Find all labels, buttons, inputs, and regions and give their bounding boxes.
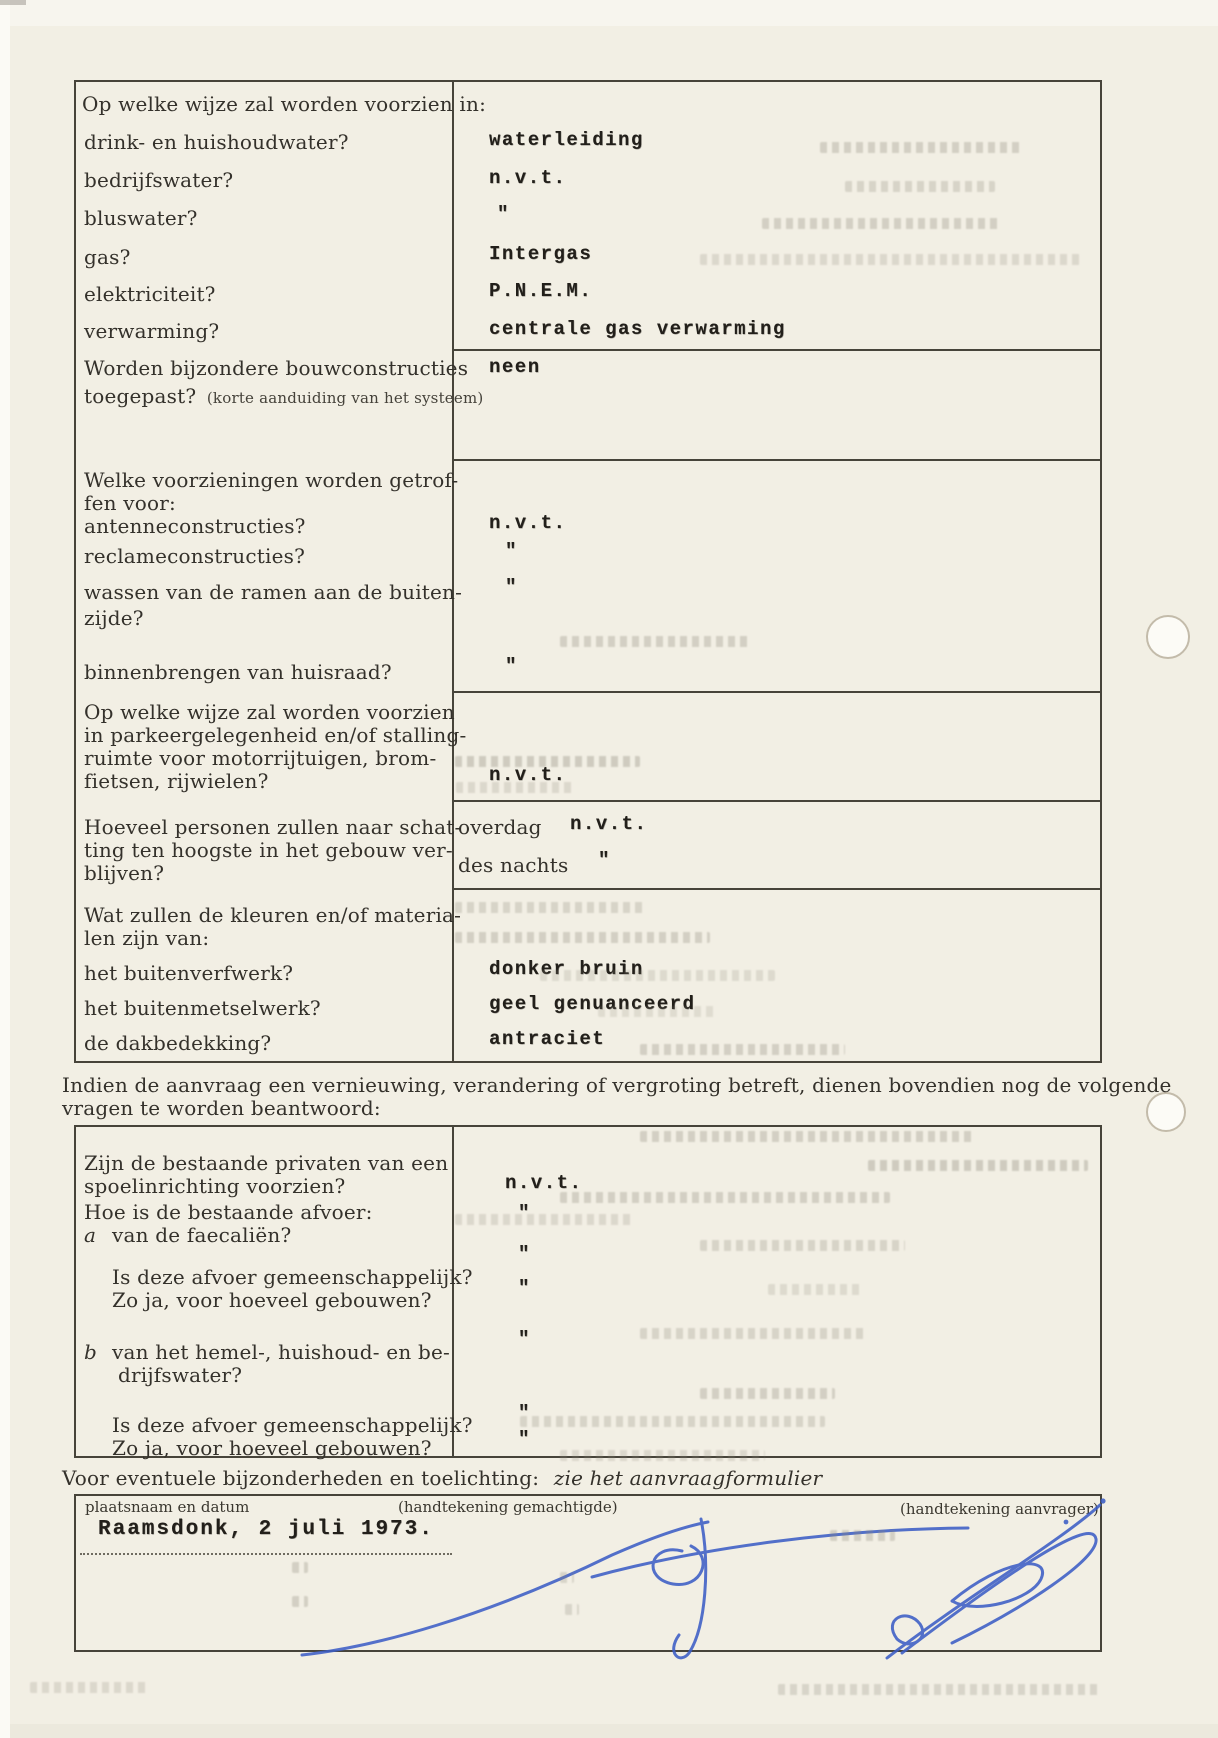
answer-parkeer: n.v.t. [489, 764, 567, 786]
bleedthrough-smudge [565, 1604, 579, 1615]
question-gas: gas? [84, 245, 131, 269]
bleedthrough-smudge [560, 1572, 574, 1583]
signature-applicant [887, 1498, 1106, 1658]
answer-verwarming: centrale gas verwarming [489, 318, 786, 340]
bleedthrough-smudge [560, 636, 750, 647]
bleedthrough-smudge [456, 782, 576, 793]
bleedthrough-smudge [598, 1006, 718, 1017]
table1-rule-1 [452, 349, 1102, 351]
table1-rule-3 [452, 691, 1102, 693]
footer-note [62, 1466, 822, 1490]
renewal-paragraph-line2: vragen te worden beantwoord: [62, 1096, 381, 1120]
bleedthrough-smudge [845, 181, 995, 192]
question-faecalien: van de faecaliën? [112, 1223, 292, 1247]
label-des-nachts: des nachts [458, 853, 569, 877]
hole-punch-bottom [1146, 1092, 1186, 1132]
question-bouwconstructies-line2 [84, 384, 483, 408]
answer-antenneconstructies: n.v.t. [489, 512, 567, 534]
question-bluswater: bluswater? [84, 206, 198, 230]
answer-huisraad-ditto: " [505, 655, 518, 677]
answer-des-nachts-ditto: " [598, 849, 611, 871]
question-personen-line3: blijven? [84, 861, 165, 885]
answer-privaten: n.v.t. [505, 1172, 583, 1194]
bleedthrough-smudge [868, 1160, 1088, 1171]
table1-rule-5 [452, 888, 1102, 890]
bleedthrough-smudge [700, 254, 1080, 265]
question-faecalien-marker: a [84, 1223, 97, 1247]
question-hemelwater-line1: van het hemel-, huishoud- en be- [112, 1340, 450, 1364]
question-parkeer-line4: fietsen, rijwielen? [84, 769, 269, 793]
answer-drinkwater: waterleiding [489, 129, 644, 151]
bleedthrough-smudge [30, 1682, 150, 1693]
bleedthrough-smudge [560, 1450, 765, 1461]
table2-column-divider [452, 1125, 454, 1458]
answer-hemelwater-ditto: " [518, 1328, 531, 1350]
answer-gas: Intergas [489, 243, 593, 265]
question-parkeer-line1: Op welke wijze zal worden voorzien [84, 700, 455, 724]
answer-afvoer-ditto: " [518, 1202, 531, 1224]
question-hemelwater-marker: b [84, 1340, 98, 1364]
question-gemeenschappelijk2-line1: Is deze afvoer gemeenschappelijk? [112, 1413, 473, 1437]
footer-note-normal: Voor eventuele bijzonderheden en toelichting: [62, 1466, 540, 1490]
question-drinkwater: drink- en huishoudwater? [84, 130, 349, 154]
answer-bouwconstructies: neen [489, 356, 541, 378]
typed-place-date: Raamsdonk, 2 juli 1973. [98, 1518, 434, 1541]
bleedthrough-smudge [778, 1684, 1098, 1695]
bleedthrough-smudge [640, 1044, 845, 1055]
bleedthrough-smudge [700, 1388, 835, 1399]
signatures-ink [280, 1495, 1110, 1660]
question-ramen-wassen-line1: wassen van de ramen aan de buiten- [84, 580, 463, 604]
hole-punch-top [1146, 615, 1190, 659]
bleedthrough-smudge [520, 1416, 825, 1427]
bleedthrough-smudge [455, 902, 645, 913]
question-antenneconstructies: antenneconstructies? [84, 514, 306, 538]
table1-rule-4 [452, 800, 1102, 802]
bleedthrough-smudge [560, 1192, 890, 1203]
answer-bluswater-ditto: " [497, 203, 510, 225]
footer-note-italic: zie het aanvraagformulier [553, 1466, 823, 1490]
answer-buitenmetselwerk: geel genuanceerd [489, 993, 696, 1015]
scan-edge-mark [0, 0, 26, 5]
question-parkeer-line2: in parkeergelegenheid en/of stalling- [84, 723, 467, 747]
answer-overdag: n.v.t. [570, 813, 648, 835]
bleedthrough-smudge [292, 1596, 308, 1607]
question-bedrijfswater: bedrijfswater? [84, 168, 234, 192]
question-buitenverfwerk: het buitenverfwerk? [84, 961, 294, 985]
bleedthrough-smudge [700, 1240, 905, 1251]
label-plaatsnaam-datum: plaatsnaam en datum [85, 1498, 250, 1516]
question-privaten-line2: spoelinrichting voorzien? [84, 1174, 346, 1198]
question-personen-line2: ting ten hoogste in het gebouw ver- [84, 838, 453, 862]
question-parkeer-line3: ruimte voor motorrijtuigen, brom- [84, 746, 437, 770]
bleedthrough-smudge [455, 756, 640, 767]
question-reclameconstructies: reclameconstructies? [84, 544, 306, 568]
answer-bedrijfswater: n.v.t. [489, 167, 567, 189]
answer-ramen-wassen-ditto: " [505, 576, 518, 598]
question-bouwconstructies-line2-text: toegepast? [84, 384, 197, 408]
bleedthrough-smudge [768, 1284, 863, 1295]
answer-elektriciteit: P.N.E.M. [489, 280, 593, 302]
question-personen-line1: Hoeveel personen zullen naar schat- [84, 815, 462, 839]
label-handtekening-aanvrager: (handtekening aanvrager) [900, 1500, 1099, 1518]
question-hemelwater-line2: drijfswater? [118, 1363, 243, 1387]
renewal-paragraph-line1: Indien de aanvraag een vernieuwing, verandering of vergroting betreft, dienen bovendien nog de volgende [62, 1073, 1172, 1097]
answer-gemeenschappelijk2-ditto-top: " [518, 1402, 531, 1424]
bleedthrough-smudge [830, 1530, 895, 1541]
label-overdag: overdag [458, 815, 542, 839]
question-dakbedekking: de dakbedekking? [84, 1031, 272, 1055]
question-kleuren-line2: len zijn van: [84, 926, 210, 950]
question-bouwconstructies-line1: Worden bijzondere bouwconstructies [84, 356, 469, 380]
question-gemeenschappelijk1-line2: Zo ja, voor hoeveel gebouwen? [112, 1288, 432, 1312]
bleedthrough-smudge [762, 218, 1002, 229]
table1-rule-2 [452, 459, 1102, 461]
answer-dakbedekking: antraciet [489, 1028, 606, 1050]
bleedthrough-smudge [455, 932, 710, 943]
question-buitenmetselwerk: het buitenmetselwerk? [84, 996, 321, 1020]
question-verwarming: verwarming? [84, 319, 220, 343]
bleedthrough-smudge [455, 1214, 635, 1225]
bleedthrough-smudge [640, 1131, 975, 1142]
label-handtekening-gemachtigde: (handtekening gemachtigde) [398, 1498, 618, 1516]
question-voorzieningen-line2: fen voor: [84, 491, 176, 515]
answer-gemeenschappelijk1-ditto: " [518, 1277, 531, 1299]
question-ramen-wassen-line2: zijde? [84, 606, 144, 630]
question-gemeenschappelijk1-line1: Is deze afvoer gemeenschappelijk? [112, 1265, 473, 1289]
bleedthrough-smudge [292, 1562, 308, 1573]
answer-buitenverfwerk: donker bruin [489, 958, 644, 980]
bleedthrough-smudge [540, 970, 775, 981]
question-kleuren-line1: Wat zullen de kleuren en/of materia- [84, 903, 462, 927]
bleedthrough-smudge [820, 142, 1020, 153]
question-huisraad: binnenbrengen van huisraad? [84, 660, 392, 684]
question-bouwconstructies-note: (korte aanduiding van het systeem) [206, 389, 484, 407]
question-gemeenschappelijk2-line2: Zo ja, voor hoeveel gebouwen? [112, 1436, 432, 1460]
question-intro-utilities: Op welke wijze zal worden voorzien in: [82, 92, 487, 116]
question-afvoer: Hoe is de bestaande afvoer: [84, 1200, 373, 1224]
answer-gemeenschappelijk2-ditto-bottom: " [518, 1428, 531, 1450]
question-voorzieningen-line1: Welke voorzieningen worden getrof- [84, 468, 459, 492]
bleedthrough-smudge [640, 1328, 865, 1339]
answer-faecalien-ditto: " [518, 1243, 531, 1265]
question-privaten-line1: Zijn de bestaande privaten van een [84, 1151, 449, 1175]
answer-reclameconstructies-ditto: " [505, 540, 518, 562]
question-elektriciteit: elektriciteit? [84, 282, 216, 306]
